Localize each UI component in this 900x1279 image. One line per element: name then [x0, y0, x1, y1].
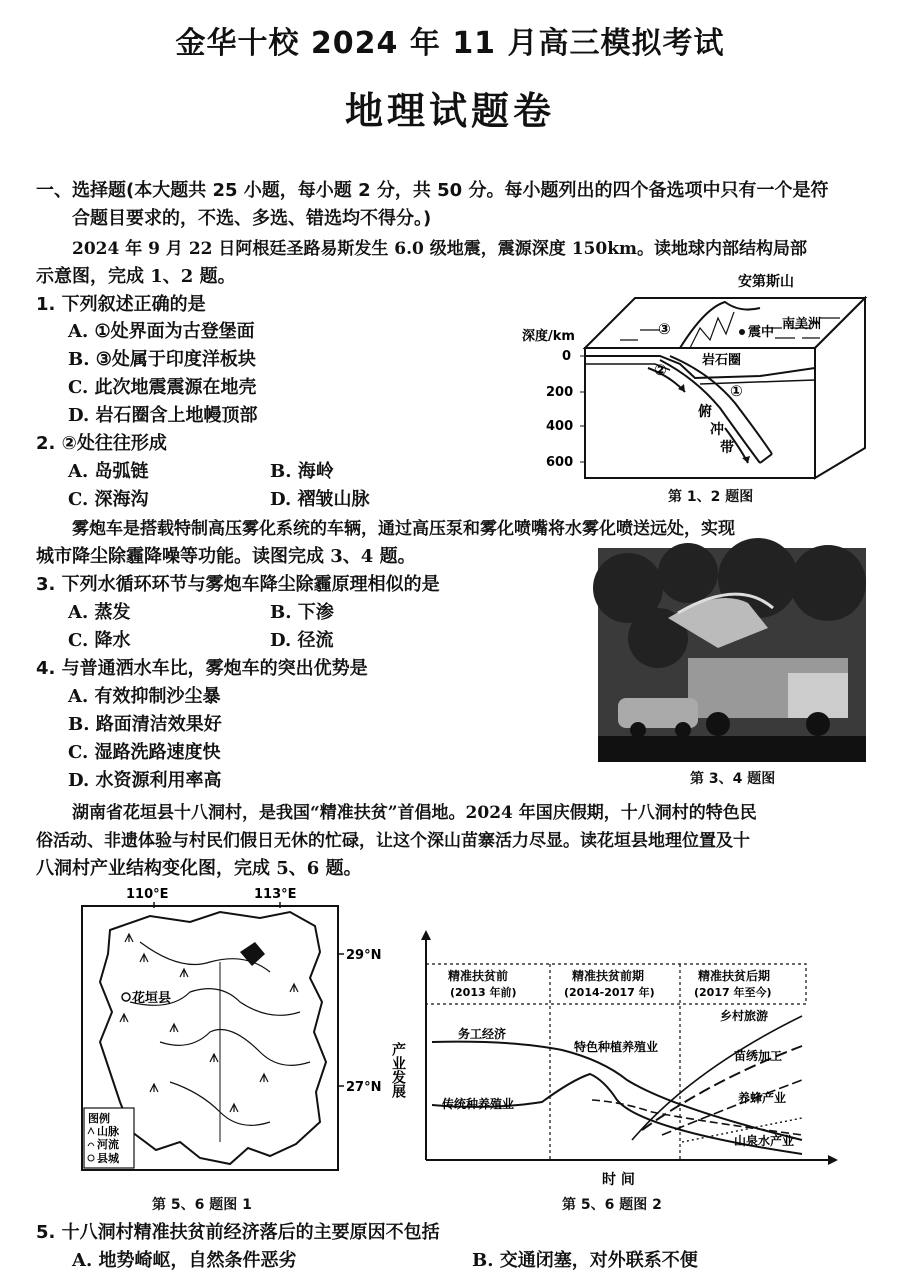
y-axis-label-text: 产业发展 — [390, 1042, 406, 1098]
stage-3-sub: (2017 年至今) — [694, 986, 772, 999]
huayuan-county-marker — [122, 993, 130, 1001]
subduction-label-3: 带 — [720, 440, 734, 456]
latitude-29-label: 29°N — [346, 948, 382, 963]
question-2-option-c: C. 深海沟 — [68, 489, 149, 510]
question-1-option-c: C. 此次地震震源在地壳 — [68, 377, 257, 398]
question-4-option-c: C. 湿路洗路速度快 — [68, 742, 221, 763]
subduction-label-2: 冲 — [710, 422, 724, 438]
depth-tick-0: 0 — [562, 349, 572, 364]
question-1-stem: 1. 下列叙述正确的是 — [36, 294, 206, 315]
paper-title: 地理试题卷 — [344, 89, 555, 133]
series-farming-label: 传统种养殖业 — [442, 1097, 515, 1111]
series-kiwi-label: 苗绣加工 — [734, 1049, 783, 1063]
question-2-option-d: D. 褶皱山脉 — [270, 489, 370, 510]
legend-mountain-label: 山脉 — [97, 1125, 119, 1138]
stage-2-sub: (2014-2017 年) — [564, 986, 655, 999]
question-1-option-a: A. ①处界面为古登堡面 — [68, 321, 255, 342]
section-heading-line1: 一、选择题(本大题共 25 小题，每小题 2 分，共 50 分。每小题列出的四个备选项中只有一个是符 — [36, 180, 829, 201]
question-1-option-b: B. ③处属于印度洋板块 — [68, 349, 256, 370]
figure-56-1-caption: 第 5、6 题图 1 — [152, 1197, 252, 1213]
y-axis-label — [390, 1041, 407, 1099]
question-3-stem: 3. 下列水循环环节与雾炮车降尘除霾原理相似的是 — [36, 574, 440, 595]
lithosphere-label: 岩石圈 — [702, 353, 742, 368]
question-4-stem: 4. 与普通洒水车比，雾炮车的突出优势是 — [36, 658, 368, 679]
question-4-option-a: A. 有效抑制沙尘暴 — [68, 686, 221, 707]
stage-2-label: 精准扶贫前期 — [572, 969, 645, 983]
andes-label: 安第斯山 — [738, 274, 794, 290]
x-axis-label: 时 间 — [602, 1172, 635, 1188]
marker-2: ② — [654, 361, 667, 379]
intro-3-line1: 湖南省花垣县十八洞村，是我国“精准扶贫”首倡地。2024 年国庆假期，十八洞村的特色民 — [72, 803, 757, 823]
question-3-option-d: D. 径流 — [270, 630, 334, 651]
huayuan-location-map — [70, 882, 400, 1192]
question-2-option-b: B. 海岭 — [270, 461, 334, 482]
question-4-option-d: D. 水资源利用率高 — [68, 770, 222, 791]
question-2-stem: 2. ②处往往形成 — [36, 433, 167, 454]
question-1-option-d: D. 岩石圈含上地幔顶部 — [68, 405, 258, 426]
series-tourism-line — [632, 1016, 802, 1140]
longitude-113-label: 113°E — [254, 887, 297, 902]
figure-34-caption: 第 3、4 题图 — [690, 771, 776, 787]
intro-1-line2: 示意图，完成 1、2 题。 — [36, 266, 236, 287]
series-labor-label: 务工经济 — [458, 1027, 507, 1041]
intro-1-line1: 2024 年 9 月 22 日阿根廷圣路易斯发生 6.0 级地震，震源深度 150km。读地球内部结构局部 — [72, 239, 807, 259]
series-special-label: 特色种植养殖业 — [574, 1040, 659, 1054]
stage-1-sub: (2013 年前) — [450, 986, 517, 999]
industry-structure-chart — [392, 930, 842, 1192]
longitude-110-label: 110°E — [126, 887, 169, 902]
fog-cannon-truck-photo — [598, 548, 866, 762]
stage-3-label: 精准扶贫后期 — [698, 969, 771, 983]
depth-tick-400: 400 — [546, 419, 574, 434]
intro-3-line3: 八洞村产业结构变化图，完成 5、6 题。 — [36, 858, 362, 879]
question-5-stem: 5. 十八洞村精准扶贫前经济落后的主要原因不包括 — [36, 1222, 440, 1243]
legend-river-label: 河流 — [97, 1138, 119, 1151]
exam-title: 金华十校 2024 年 11 月高三模拟考试 — [175, 26, 725, 61]
figure-56-2-caption: 第 5、6 题图 2 — [562, 1197, 662, 1213]
section-heading-line2: 合题目要求的，不选、多选、错选均不得分。) — [72, 208, 432, 229]
question-3-option-b: B. 下渗 — [270, 602, 334, 623]
south-america-label: 南美洲 — [782, 317, 822, 332]
series-bee-label: 养蜂产业 — [738, 1091, 787, 1105]
intro-2-line1: 雾炮车是搭载特制高压雾化系统的车辆，通过高压泵和雾化喷嘴将水雾化喷送远处，实现 — [72, 519, 735, 539]
depth-tick-600: 600 — [546, 455, 574, 470]
series-water-label: 山泉水产业 — [734, 1134, 795, 1148]
depth-tick-200: 200 — [546, 385, 574, 400]
series-bee-line — [662, 1080, 802, 1135]
figure-12-caption: 第 1、2 题图 — [668, 489, 754, 505]
focus-label: 震中 — [748, 325, 775, 340]
legend-county-label: 县城 — [97, 1152, 119, 1165]
subduction-label-1: 俯 — [698, 404, 712, 420]
series-tourism-label: 乡村旅游 — [720, 1009, 769, 1023]
intro-2-line2: 城市降尘除霾降噪等功能。读图完成 3、4 题。 — [36, 546, 416, 567]
subduction-diagram — [520, 268, 870, 483]
intro-3-line2: 俗活动、非遗体验与村民们假日无休的忙碌，让这个深山苗寨活力尽显。读花垣县地理位置及十 — [36, 831, 750, 851]
stage-1-label: 精准扶贫前 — [448, 969, 509, 983]
question-5-option-a: A. 地势崎岖，自然条件恶劣 — [72, 1250, 297, 1271]
huayuan-county-label: 花垣县 — [132, 991, 172, 1006]
focus-dot — [739, 329, 745, 335]
question-3-option-a: A. 蒸发 — [68, 602, 131, 623]
depth-axis-label: 深度/km — [522, 329, 575, 344]
question-2-option-a: A. 岛弧链 — [68, 461, 149, 482]
legend-title: 图例 — [88, 1112, 110, 1125]
question-5-option-b: B. 交通闭塞，对外联系不便 — [472, 1250, 698, 1271]
marker-1: ① — [730, 382, 743, 400]
marker-3: ③ — [658, 320, 671, 338]
question-4-option-b: B. 路面清洁效果好 — [68, 714, 222, 735]
question-3-option-c: C. 降水 — [68, 630, 131, 651]
latitude-27-label: 27°N — [346, 1080, 382, 1095]
